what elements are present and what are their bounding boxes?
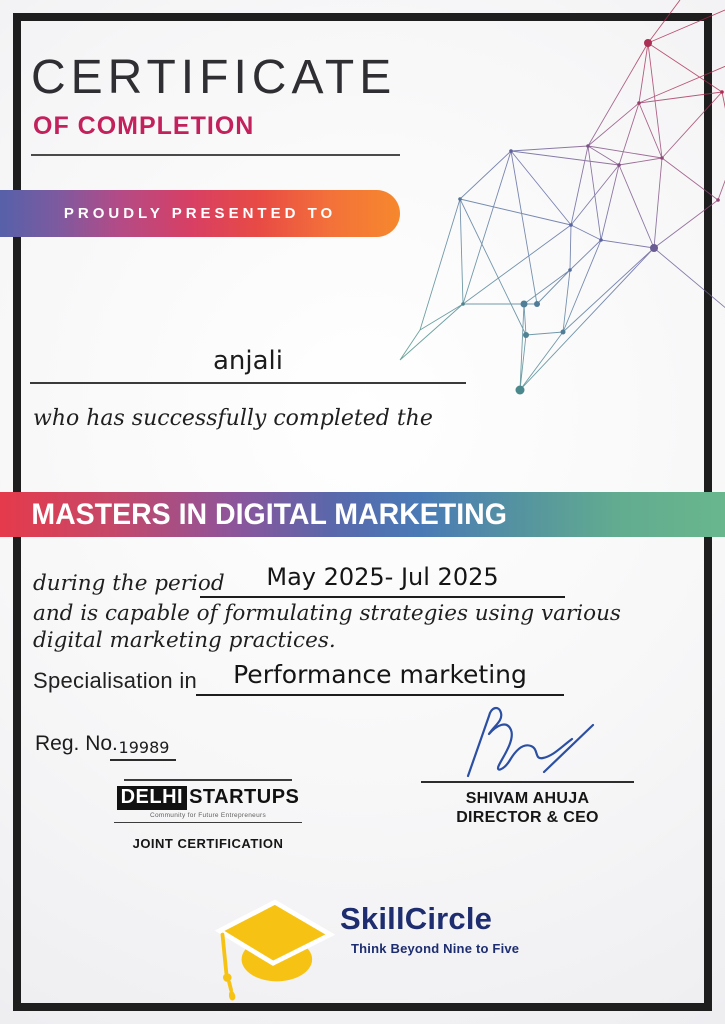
- signatory-name: SHIVAM AHUJA: [465, 790, 590, 807]
- period-line: [200, 596, 565, 598]
- brand-name: SkillCircle: [340, 901, 493, 936]
- reg-no-line: [110, 759, 176, 761]
- partner-rule-bottom: [114, 822, 302, 824]
- certificate-title: CERTIFICATE: [31, 51, 397, 104]
- reg-no-label: Reg. No.: [35, 732, 118, 755]
- signature-scribble: [458, 696, 638, 782]
- partner-logo-secondary: STARTUPS: [189, 785, 300, 808]
- capability-line-1: and is capable of formulating strategies using various: [33, 601, 621, 626]
- presented-banner: PROUDLY PRESENTED TO: [0, 190, 400, 237]
- recipient-name: anjali: [212, 346, 283, 376]
- partner-rule-top: [124, 779, 292, 781]
- partner-logo-primary: DELHI: [117, 786, 188, 810]
- reg-no-value: 19989: [118, 738, 170, 757]
- certificate-subtitle: OF COMPLETION: [33, 112, 255, 140]
- signature-line: [421, 781, 634, 783]
- graduation-cap-icon: [212, 888, 336, 1006]
- brand-tagline: Think Beyond Nine to Five: [351, 941, 520, 956]
- partner-logo: [110, 786, 306, 810]
- signatory-role: DIRECTOR & CEO: [456, 809, 599, 826]
- specialisation-label: Specialisation in: [33, 668, 198, 693]
- period-value: May 2025- Jul 2025: [266, 563, 499, 591]
- joint-certification-label: JOINT CERTIFICATION: [132, 836, 284, 851]
- partner-tagline: Community for Future Entrepreneurs: [149, 811, 267, 819]
- period-label: during the period: [33, 571, 225, 596]
- course-banner: [0, 492, 725, 537]
- partner-logo-block: [110, 779, 306, 851]
- recipient-name-line: [30, 382, 466, 384]
- course-banner-label: MASTERS IN DIGITAL MARKETING: [31, 498, 507, 531]
- completed-statement: who has successfully completed the: [33, 406, 433, 431]
- specialisation-value: Performance marketing: [233, 660, 527, 689]
- capability-line-2: digital marketing practices.: [33, 628, 336, 653]
- header-divider: [31, 154, 400, 156]
